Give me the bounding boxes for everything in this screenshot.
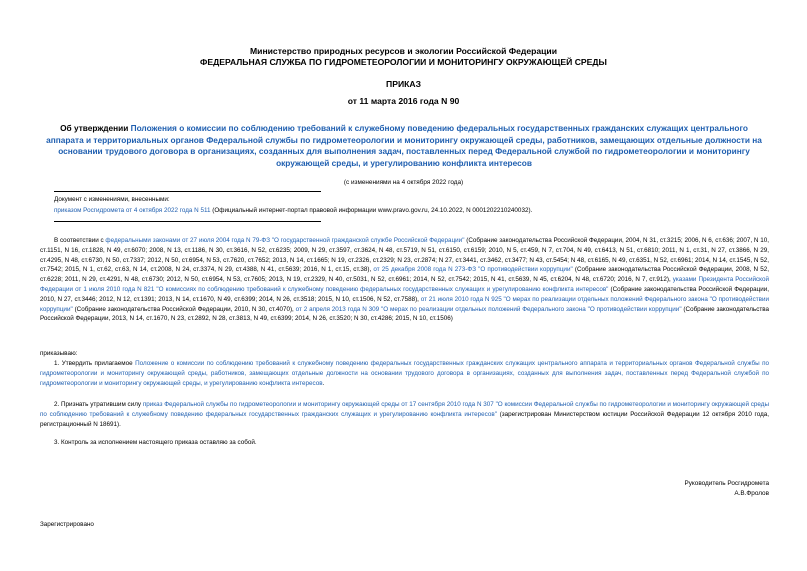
item-2-registration: (зарегистрирован Министерством юстиции Российской Федерации 12 октября 2010 года, регистрационный N 18691).	[40, 410, 770, 428]
item-1-end: .	[322, 379, 325, 387]
preamble-text-4: (Собрание законодательства Российской Федерации, 2010, N 27, ст.3446; 2012, N 12, ст.1391; 2013, N 14, ст.1670, N 49, ст.6399; 2014, N 26, ст.3518; 2015, N 10, ст.1506, N 52, ст.7588),	[40, 285, 769, 303]
preamble-text-3: (Собрание законодательства Российской Федерации, 2008, N 52, ст.6228; 2011, N 29, ст.4291, N 48, ст.6730; 2012, N 50, ст.6954, N 53, ст.7605; 2013, N 19, ст.2329, N 40, ст.5031, N 52, ст.6961; 2014, N 52, ст.7542; 2015, N 41, ст.5639, N 45, ст.6204, N 48, ст.6720; 2016, N 7, ст.912),	[40, 266, 769, 284]
registered-note: Зарегистрировано	[40, 521, 94, 528]
ministry-name: Министерство природных ресурсов и экологии Российской Федерации	[250, 46, 557, 56]
service-name: ФЕДЕРАЛЬНАЯ СЛУЖБА ПО ГИДРОМЕТЕОРОЛОГИИ И МОНИТОРИНГУ ОКРУЖАЮЩЕЙ СРЕДЫ	[200, 57, 607, 67]
preamble-text-5: (Собрание законодательства Российской Федерации, 2010, N 30, ст.4070),	[72, 305, 296, 313]
divider-bottom	[54, 221, 321, 222]
item-1-text: 1. Утвердить прилагаемое	[54, 360, 136, 367]
preamble-text-1: В соответствии с	[54, 237, 106, 244]
document-type: ПРИКАЗ	[386, 79, 421, 89]
order-word: приказываю:	[40, 350, 78, 357]
presidential-decree-821-link[interactable]: указами Президента Российской Федерации от 1 июля 2010 года N 821 "О комиссиях по соблюдению требований к служебному поведению федеральных государственных служащих и урегулированию конфликта интересов"	[40, 276, 769, 293]
revision-entry	[54, 207, 532, 215]
federal-laws-link[interactable]: федеральными законами от 27 июля 2004 года N 79-ФЗ "О государственной гражданской службе Российской Федерации"	[105, 237, 465, 244]
preamble-paragraph	[40, 236, 769, 324]
item-2-paragraph	[40, 400, 769, 429]
anti-corruption-law-link[interactable]: от 25 декабря 2008 года N 273-ФЗ "О противодействии коррупции"	[373, 266, 573, 274]
decree-309-link[interactable]: от 2 апреля 2013 года N 309 "О мерах по реализации отдельных положений Федерального закона "О противодействии коррупции"	[295, 305, 682, 313]
revision-label: Документ с изменениями, внесенными:	[54, 196, 170, 203]
regulation-link[interactable]: Положение о комиссии по соблюдению требований к служебному поведению федеральных государственных гражданских служащих центрального аппарата и территориальных органов Федеральной службы по гидрометеорологии и мониторингу окружающей среды, работников, замещающих отдельные должности на основании трудового договора в организациях, созданных для выполнения задач, поставленных перед Федеральной службой по гидрометеорологии и мониторингу окружающей среды, и урегулированию конфликта интересов	[40, 360, 769, 387]
item-3-paragraph: 3. Контроль за исполнением настоящего приказа оставляю за собой.	[54, 439, 257, 446]
divider-top	[54, 191, 321, 192]
document-date: от 11 марта 2016 года N 90	[347, 96, 460, 106]
title-prefix: Об утверждении	[60, 123, 131, 133]
preamble-text-2: (Собрание законодательства Российской Федерации, 2004, N 31, ст.3215; 2006, N 6, ст.636; 2007, N 10, ст.1151, N 16, ст.1828, N 49, ст.6070; 2008, N 13, ст.1186, N 30, ст.3616, N 52, ст.6235; 2009, N 29, ст.3597, ст.3624, N 48, ст.5719, N 51, ст.6150, ст.6159; 2010, N 5, ст.459, N 7, ст.704, N 49, ст.6413, N 51, ст.6810; 2011, N 1, ст.31, N 27, ст.3866, N 29, ст.4295, N 48, ст.6730, N 50, ст.7337; 2012, N 50, ст.6954, N 53, ст.7620, ст.7652; 2013, N 14, ст.1665; N 19, ст.2326, ст.2329; N 23, ст.2874; N 27, ст.3441, ст.3462, ст.3477; N 43, ст.5454; N 48, ст.6165, N 49, ст.6351, N 52, ст.6961; 2014, N 14, ст.1545, N 52, ст.7542; 2015, N 1, ст.62, ст.63, N 14, ст.2008, N 24, ст.3374, N 29, ст.4388, N 41, ст.5639; 2016, N 1, ст.15, ст.38),	[40, 237, 770, 274]
signature-block	[684, 479, 769, 498]
signer-name: А.В.Фролов	[734, 489, 769, 497]
revision-order-link[interactable]: приказом Росгидромета от 4 октября 2022 года N 511	[54, 207, 211, 214]
signer-position: Руководитель Росгидромета	[684, 480, 769, 487]
preamble-text-6: (Собрание законодательства Российской Федерации, 2013, N 14, ст.1670, N 23, ст.2892, N 28, ст.3813, N 49, ст.6399; 2014, N 26, ст.3520; N 30, ст.4286; 2015, N 10, ст.1506)	[40, 305, 770, 323]
title-regulation-link[interactable]: Положения о комиссии по соблюдению требований к служебному поведению федеральных государственных гражданских служащих центрального аппарата и территориальных органов Федеральной службы по гидрометеорологии и мониторингу окружающей среды, работников, замещающих отдельные должности на основании трудового договора в организациях, созданных для выполнения задач, поставленных перед Федеральной службой по гидрометеорологии и мониторингу окружающей среды, и урегулированию конфликта интересов	[46, 123, 762, 168]
changes-note: (с изменениями на 4 октября 2022 года)	[343, 179, 464, 186]
item-1-paragraph	[40, 359, 769, 388]
revision-source: (Официальный интернет-портал правовой информации www.pravo.gov.ru, 24.10.2022, N 0001202210240032).	[210, 207, 533, 214]
repealed-order-link[interactable]: приказ Федеральной службы по гидрометеорологии и мониторингу окружающей среды от 17 сентября 2010 года N 307 "О комиссии Федеральной службы по гидрометеорологии и мониторингу окружающей среды по соблюдению требований к служебному поведению федеральных государственных гражданских служащих и урегулированию конфликта интересов"	[40, 401, 769, 418]
item-2-text: 2. Признать утратившим силу	[54, 401, 143, 408]
decree-925-link[interactable]: от 21 июля 2010 года N 925 "О мерах по реализации отдельных положений Федерального закона "О противодействии коррупции"	[40, 295, 769, 313]
document-title	[42, 123, 766, 169]
